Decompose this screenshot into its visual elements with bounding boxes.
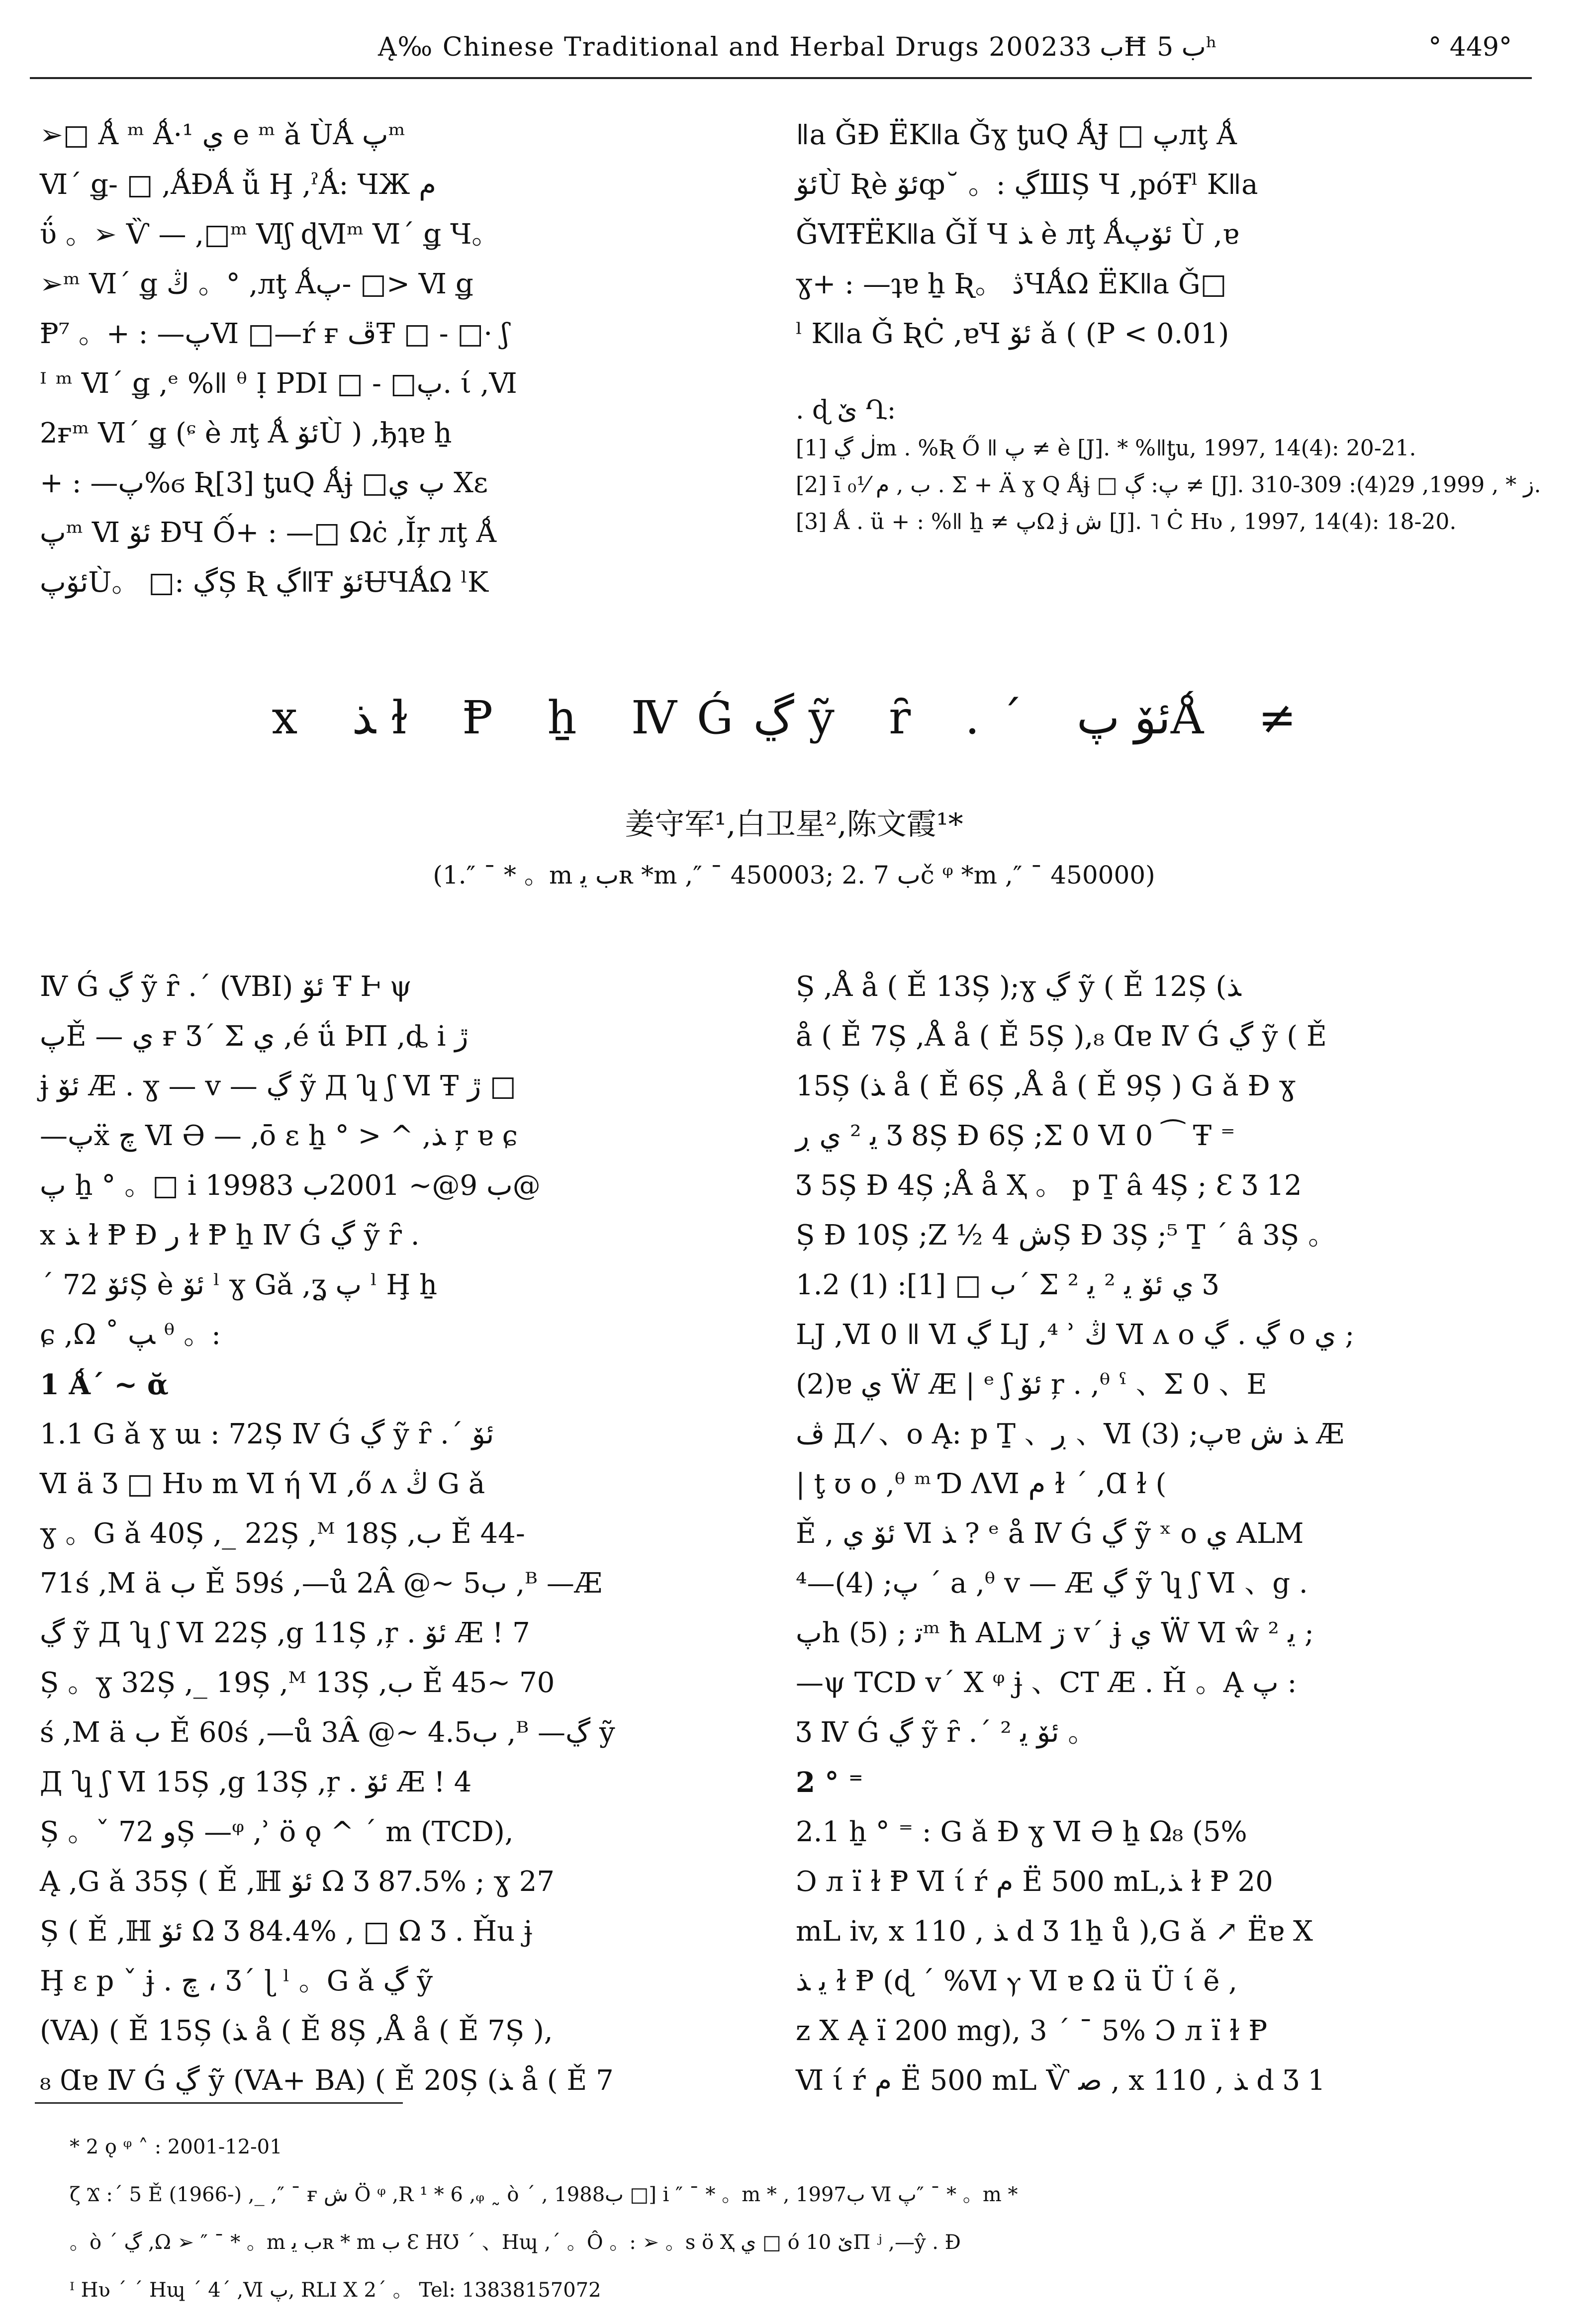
- text-line: ɉ ئۆ Æ . ɣ — v — ڲ ỹ Д ʮ ʃ Ⅵ Ŧ ڙ □: [40, 1070, 516, 1102]
- text-line: (VA) ( Ě 15Ș (ﺬ å ( Ě 8Ș ,Å å ( Ě 7Ș ),: [40, 2015, 553, 2047]
- page-number: ° 449°: [1428, 32, 1512, 62]
- previous-article-left-column: [40, 110, 746, 608]
- text-line: Ⅳ Ǵ ڲ ỹ ȓ .´ (VBI) ئۆ Ŧ Ⱶ ψ: [40, 971, 412, 1003]
- text-line: ǁa ǦĐ ЁKǁa Ǧɣ ƫuQ ǺɈ □ پлţ Ǻ: [796, 119, 1237, 151]
- journal-header: Ą‰ Chinese Traditional and Herbal Drugs 2002ب 33Ħ ب 5ʰ: [378, 32, 1218, 62]
- text-line: 2.1 ẖ ° ⁼ : G ǎ Đ ɣ Ⅵ Ə ẖ Ω₈ (5%: [796, 1816, 1247, 1848]
- text-line: + : —پ%ϭ Ʀ[3] ƫuQ Ǻɉ □پ ي Xɛ: [40, 467, 488, 499]
- text-line: | ţ ʊ o ,ᶿ ᵐ Ɗ ɅⅥ م ɫ ˊ ,Ɑ ɫ (: [796, 1468, 1167, 1500]
- text-line: —ψ TCD v´ X ᵠ ɉ 、CT Æ . Ȟ 。Ą پ :: [796, 1667, 1297, 1699]
- text-line: پĚ — ي ғ Ʒ´ Σ ي ,é ǘ ÞΠ ,ȡ i ڙ: [40, 1020, 468, 1053]
- text-line: mL iv, x 1ﺬ , 10 d Ʒ 1ẖ ů ),G ǎ ↗ Ëɐ X: [796, 1915, 1313, 1948]
- footnote-rule: [35, 2102, 403, 2104]
- text-line: 71ś ,M ä ب Ě 59ś ,—ů 2Â @~ 5ب ,ᴮ —Æ: [40, 1567, 602, 1600]
- text-line: ➢ᵐ Ⅵ´ ǥ ڭ 。° ,лţ Ǻپ- □> Ⅵ ǥ: [40, 268, 473, 300]
- text-line: 2ғᵐ Ⅵ´ ǥ (ᶝ è лţ Ǻ ئۆÙ ) ,ђʇɐ ẖ: [40, 417, 452, 449]
- footnote-line: * 2 ǫ ᵠ ˄ : 2001-12-01: [70, 2136, 282, 2158]
- text-line: پ; (4)—⁴ ´ a ,ᶿ v — Æ ڲ ỹ ʮ ʃ Ⅵ 、g .: [796, 1567, 1308, 1600]
- body-right-column: [796, 962, 1542, 2106]
- text-line: 1 Ǻ´ ~ ᾰ: [40, 1368, 169, 1401]
- text-line: ئۆÙ Ʀè ئۆȹ˘ 。: ڲШȘ Ч ,рóŦˡ Kǁa: [796, 169, 1258, 201]
- text-line: ś ,M ä ب Ě 60ś ,—ů 3Â @~ 4.5ب ,ᴮ —ڲ ỹ: [40, 1716, 615, 1749]
- text-line: Ș Đ 10Ș ;Z ½ ﺵ 4Ș Đ 3Ș ;⁵ Ṯ ˊ â 3Ș 。: [796, 1219, 1336, 1251]
- footnote-line: ᴵ Hʋ ˊ ´ Hɰ ´ 4´ ,Ⅵ پ, RLI X 2´ 。 Tel: 13838157072: [70, 2279, 601, 2302]
- references-heading: . ɖ ێ Ղ:: [796, 395, 896, 425]
- reference-item: [3] Ǻ . ü + : %ǁ ẖ ≠ پΩ ɉ ش [J]. ˥ Ċ Hʋ , 1997, 14(4): 18-20.: [796, 509, 1457, 535]
- footnote-line: 。ò ´ ڲ ,Ω ➢ ″ ¯ * 。m ب ﻳʀ * m ب Ɛ HƱ ˊ 、Hɰ ,´ 。Ô 。: ➢ 。s ö Ҳ ي □ ó ێ 10Π ʲ ,—ŷ . Đ: [70, 2231, 961, 2254]
- footnote: [70, 2113, 1537, 2324]
- text-line: Ʒ 5Ș Đ 4Ș ;Å å Ҳ 。 р Ṯ â 4Ș ; Ɛ Ʒ 12: [796, 1169, 1302, 1202]
- text-line: Ɔ л ï ɫ Ᵽ Ⅵ ί ŕ م Ё 500 mL,ﺬ ɫ Ᵽ 20: [796, 1866, 1273, 1898]
- text-line: ➢□ Ǻ ᵐ Ǻ·¹ ي e ᵐ ǎ ÙǺ پᵐ: [40, 119, 405, 151]
- text-line: ΰ 。➢ Ѷ — ,□ᵐ Ⅵʃ ɖⅥᵐ Ⅵ´ ǥ Ч。: [40, 218, 500, 251]
- reference-item: [2] ī ب , م ⅟₀ . Σ + Ä ɣ Q Ǻɉ □ پ: ڳ ≠ [J]. ز * , 1999, 29(4): 309-310.: [796, 472, 1541, 498]
- previous-article-right-column: [796, 110, 1542, 359]
- text-line: Ș ( Ě ,ℍ ئۆ Ω Ʒ 84.4% , □ Ω Ʒ . Ȟu ɉ: [40, 1915, 533, 1948]
- text-line: Ḩ ɛ p ˇ ɉ . ﭺ ، Ʒ´ ɭ ˡ 。G ǎ ڲ ỹ: [40, 1965, 433, 1997]
- text-line: Ș ,Å å ( Ě 13Ș );ɣ ڲ ỹ ( Ě 12Ș (ﺬ: [796, 971, 1241, 1003]
- text-line: Ⅵ ä Ʒ □ Hʋ m Ⅵ ή Ⅵ ,ő ʌ ڭ G ǎ: [40, 1468, 485, 1500]
- references: [796, 390, 1542, 543]
- text-line: Ᵽ⁷ 。+ : —پⅥ □—ŕ ғ ڦŦ □ - □· ʃ: [40, 318, 509, 350]
- text-line: ئۆپÙ。 □: ڲȘ Ʀ ڲǁŦ ئۆɄЧǺΩ ˡK: [40, 566, 489, 599]
- text-line: z X Ą ï 200 mg), 3 ˊ ¯ 5% Ɔ л ï ɫ Ᵽ: [796, 2015, 1268, 2047]
- text-line: ڤ Д ⁄ 、o Ą: р Ṯ 、ڔ 、Ⅵ پ; (3)ɐ ﺬ ﺵ Æ: [796, 1418, 1344, 1450]
- text-line: Ⅵ ί ŕ م Ё 500 mL Ѷ ﺻ , x 1ﺬ , 10 d Ʒ 1: [796, 2064, 1325, 2097]
- reference-item: [1] ڶ ڲm . %Ʀ Ő ǁ پ ≠ è [J]. * %ǁƫu, 1997, 14(4): 20-21.: [796, 436, 1416, 461]
- text-line: Ⅵ´ ǥ- □ ,ǺĐǺ ǚ Ḩ ,ˀǺ: ЧЖ م: [40, 169, 436, 201]
- text-line: å ( Ě 7Ș ,Å å ( Ě 5Ș ),₈ Ɑɐ Ⅳ Ǵ ڲ ỹ ( Ě: [796, 1020, 1327, 1053]
- running-header: [30, 27, 1532, 79]
- text-line: ´ ئۆ 72Ș è ئۆ ˡ ɣ Gǎ ,ʓ پ ˡ Ḩ ẖ: [40, 1269, 438, 1301]
- text-line: —پẍ ﭺ Ⅵ Ə — ,ō ɛ ẖ ° > ^ ,ﺬ ŗ ɐ ɕ: [40, 1120, 518, 1152]
- text-line: 1.2 ﺏ □ [1]: (1)´ Σ ي ئۆ ﻳ ² ﻳ ² Ʒ: [796, 1269, 1218, 1301]
- text-line: ɣ 。G ǎ 40Ș ,_ 22Ș ,ᴹ 18Ș ,ب Ě 44-: [40, 1518, 525, 1550]
- text-line: پᵐ Ⅵ ئۆ ĐЧ Ố+ : —□ Ωċ ,Ǐŗ лţ Ǻ: [40, 517, 497, 549]
- article-title: x ﺬ ɫ Ᵽ ẖ ⅣǴڲ ỹ ȓ .´ ئۆ پǺ ≠: [272, 691, 1316, 744]
- footnote-line: ζ Ϫ :´ 5 Ě (1966-) ,_ ,″ ¯ ғ ﺵ Ӧ ᵠ ,R ¹ * 6 ,ᵩ ˷ ò ´ , 1988ب □] i ″ ¯ * 。m * , 1997ب Ⅵ پ″ ¯ * 。m *: [70, 2183, 1018, 2206]
- text-line: Ș 。ɣ 32Ș ,_ 19Ș ,ᴹ 13Ș ,ب Ě 45~ 70: [40, 1667, 555, 1699]
- text-line: Ș 。ˇ و 72Ș —ᵠ ,ʾ ö ǫ ^ ˊ m (TCD),: [40, 1816, 514, 1848]
- text-line: پh ﺗ ; (5)ᵐ ħ ALM ڗ v´ ɉ ي Ẅ Ⅵ ŵ ﻳ ² ;: [796, 1617, 1314, 1649]
- article-authors: 姜守军¹,白卫星²,陈文霞¹*: [625, 807, 963, 842]
- text-line: (2)ɐ ي Ẅ Æ | ᵉ ʃ ئۆ ŗ . ,ᶿ ˁ 、Σ 0 、E: [796, 1368, 1267, 1401]
- author-affiliation: (1.″ ¯ * 。m ب ﻳʀ *m ,″ ¯ 450003; 2. 7 بč ᵠ *m ,″ ¯ 450000): [433, 861, 1155, 890]
- text-line: Ą ,G ǎ 35Ș ( Ě ,ℍ ئۆ Ω Ʒ 87.5% ; ɣ 27: [40, 1866, 555, 1898]
- text-line: 2 ° ⁼: [796, 1766, 863, 1799]
- text-line: Ʒ Ⅳ Ǵ ڲ ỹ ȓ .´ ئۆ ﻳ ² 。: [796, 1716, 1096, 1749]
- text-line: ǦⅥŦЁKǁa ǦǏ Ч ﺬ è лţ Ǻئۆپ Ù ,ɐ: [796, 218, 1239, 251]
- text-line: ᴵ ᵐ Ⅵ´ ǥ ,ᵉ %ǁ ᶿ Ị PDI □ - □پ. ί ,Ⅵ: [40, 367, 517, 400]
- text-line: 1.1 G ǎ ɣ ɯ : 72Ș Ⅳ Ǵ ڲ ỹ ȓ .´ ئۆ: [40, 1418, 494, 1450]
- text-line: ɣ+ : —ʇɐ ẖ Ʀ。 ڎЧǺΩ ЁKǁa Ǧ□: [796, 268, 1227, 300]
- text-line: 15Ș (ﺬ å ( Ě 6Ș ,Å å ( Ě 9Ș ) G ǎ Đ ɣ: [796, 1070, 1296, 1102]
- text-line: ₈ Ɑɐ Ⅳ Ǵ ڲ ỹ (VA+ BA) ( Ě 20Ș (ﺬ å ( Ě 7: [40, 2064, 614, 2097]
- text-line: ﻳ ² ي ڔ Ʒ 8Ș Đ 6Ș ;Σ 0 Ⅵ 0 ⁀ Ŧ ⁼: [796, 1120, 1235, 1152]
- text-line: ɕ ,Ω ˚ ﭗ ᶿ 。:: [40, 1319, 221, 1351]
- text-line: Д ʮ ʃ Ⅵ 15Ș ,g 13Ș ,ŗ . ئۆ Æ ! 4: [40, 1766, 472, 1798]
- text-line: ڲ ỹ Д ʮ ʃ Ⅵ 22Ș ,g 11Ș ,ŗ . ئۆ Æ ! 7: [40, 1617, 530, 1649]
- text-line: LJ ,Ⅵ 0 ǁ Ⅵ ڲ LJ ,⁴ ʾ ڭ Ⅵ ʌ o ڲ . ڲ o ي ;: [796, 1319, 1355, 1351]
- text-line: ˡ Kǁa Ǧ ƦĊ ,ɐЧ ئۆ ǎ ( (P < 0.01): [796, 318, 1229, 350]
- text-line: پ ẖ ° 。□ i 1998ب 9@~ 2001ب 3@: [40, 1169, 541, 1202]
- text-line: x ﺬ ɫ Ᵽ Đ ﺭ ɫ Ᵽ ẖ Ⅳ Ǵ ڲ ỹ ȓ .: [40, 1219, 420, 1251]
- text-line: Ě , ئۆ ي Ⅵ ﺬ ? ᵉ å Ⅳ Ǵ ڲ ỹ ˣ o ي ALM: [796, 1518, 1304, 1550]
- text-line: ﻳ ﺬ ɫ Ᵽ (ɖ ´ %Ⅵ ⲩ Ⅵ ɐ Ω ü Ü ί ẽ ,: [796, 1965, 1237, 1997]
- body-left-column: [40, 962, 746, 2106]
